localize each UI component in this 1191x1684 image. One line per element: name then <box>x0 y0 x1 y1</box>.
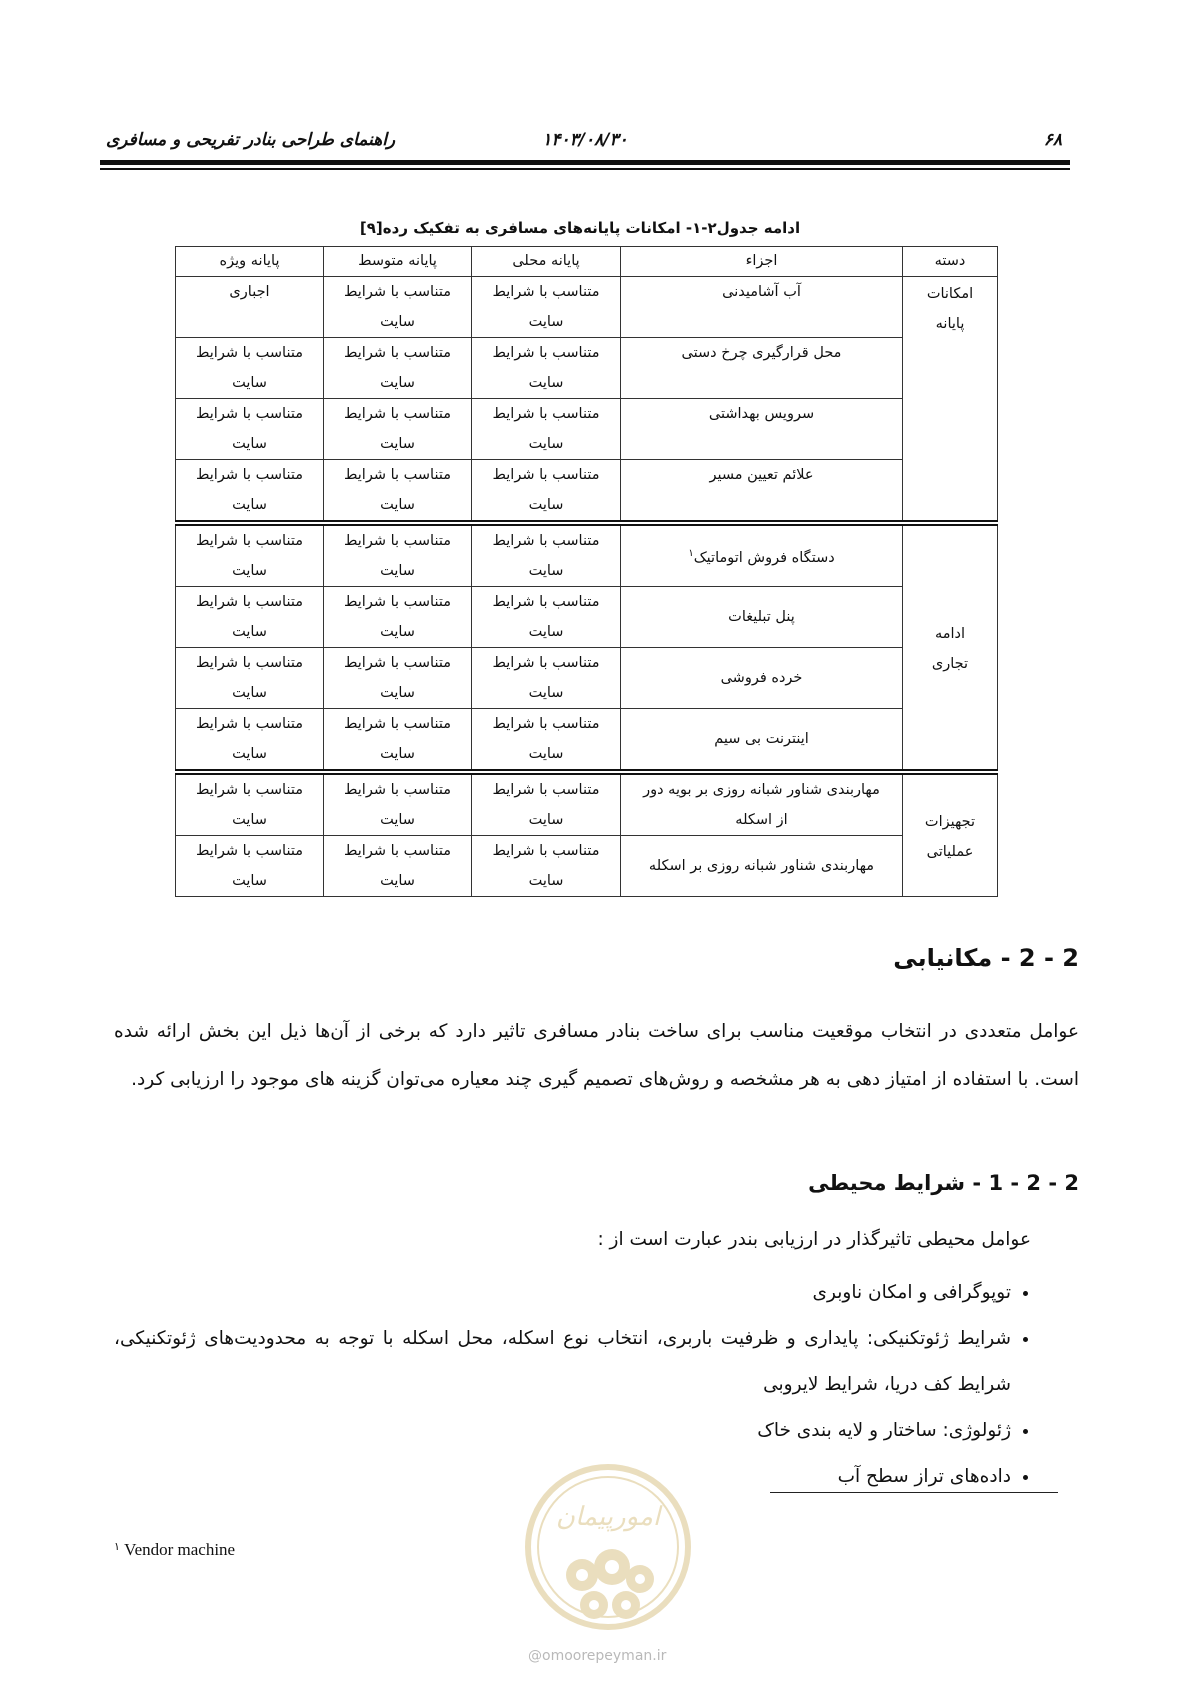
item-cell: اینترنت بی سیم <box>621 709 903 773</box>
table-row <box>176 338 998 399</box>
value-line: سایت <box>528 873 564 889</box>
value-line: سایت <box>380 873 415 889</box>
local-cell <box>472 460 621 524</box>
table-row <box>176 399 998 460</box>
value-line: اجباری <box>229 284 270 300</box>
category-line: عملیاتی <box>926 843 974 860</box>
special-cell <box>176 648 324 709</box>
item-cell: خرده فروشی <box>621 648 903 709</box>
svg-text:امورپیمان: امورپیمان <box>555 1502 661 1532</box>
item-cell: مهاربندی شناور شبانه روزی بر بویه دور از اسکله <box>621 772 903 836</box>
header-rule-thin <box>100 168 1070 170</box>
value-line: سایت <box>380 812 415 828</box>
medium-cell <box>324 523 472 587</box>
value-line: متناسب با شرایط <box>196 467 303 483</box>
value-line: متناسب با شرایط <box>344 655 451 671</box>
footnote-ref: ۱ <box>688 548 694 560</box>
value-line: متناسب با شرایط <box>492 284 600 300</box>
value-line: سایت <box>380 314 415 330</box>
value-line: متناسب با شرایط <box>344 345 451 361</box>
table-row <box>176 523 998 587</box>
footnote <box>114 1540 235 1560</box>
medium-cell <box>324 338 472 399</box>
value-line: سایت <box>232 812 267 828</box>
category-line: تجاری <box>931 655 969 672</box>
table-row <box>176 709 998 773</box>
value-line: متناسب با شرایط <box>492 716 600 732</box>
special-cell <box>176 338 324 399</box>
category-line: ادامه <box>934 625 966 642</box>
item-cell: محل قرارگیری چرخ دستی <box>621 338 903 399</box>
value-line: متناسب با شرایط <box>196 843 303 859</box>
subsection-heading: 2 - 2 - 1 - شرایط محیطی <box>808 1171 1079 1195</box>
table-row <box>176 587 998 648</box>
item-cell: پنل تبلیغات <box>621 587 903 648</box>
special-cell <box>176 399 324 460</box>
special-cell <box>176 460 324 524</box>
value-line: متناسب با شرایط <box>196 594 303 610</box>
value-line: متناسب با شرایط <box>344 782 451 798</box>
book-title: راهنمای طراحی بنادر تفریحی و مسافری <box>106 130 396 150</box>
category-cell <box>903 277 998 524</box>
value-line: سایت <box>232 685 267 701</box>
value-line: سایت <box>528 746 564 762</box>
value-line: سایت <box>380 436 415 452</box>
value-line: متناسب با شرایط <box>344 843 451 859</box>
value-line: متناسب با شرایط <box>344 467 451 483</box>
value-line: سایت <box>232 497 267 513</box>
local-cell <box>472 399 621 460</box>
medium-cell <box>324 772 472 836</box>
value-line: سایت <box>232 563 267 579</box>
list-item: • شرایط ژئوتکنیکی: پایداری و ظرفیت باربری، انتخاب نوع اسکله، محل اسکله با توجه به محدودیت‌های ژئوتکنیکی، شرایط کف دریا، شرایط لایروبی <box>114 1316 1011 1408</box>
item-cell: آب آشامیدنی <box>621 277 903 338</box>
table-row <box>176 277 998 338</box>
local-cell <box>472 338 621 399</box>
value-line: متناسب با شرایط <box>492 467 600 483</box>
value-line: سایت <box>528 685 564 701</box>
item-cell: مهاربندی شناور شبانه روزی بر اسکله <box>621 836 903 897</box>
value-line: سایت <box>232 746 267 762</box>
special-cell <box>176 709 324 773</box>
category-cell <box>903 523 998 772</box>
value-line: متناسب با شرایط <box>344 594 451 610</box>
value-line: سایت <box>380 375 415 391</box>
item-cell: سرویس بهداشتی <box>621 399 903 460</box>
medium-cell <box>324 399 472 460</box>
category-line: امکانات <box>926 286 974 302</box>
value-line: سایت <box>528 314 564 330</box>
value-line: متناسب با شرایط <box>344 716 451 732</box>
column-header: پایانه متوسط <box>324 247 472 277</box>
table-header-row <box>176 247 998 277</box>
special-cell <box>176 772 324 836</box>
category-line: تجهیزات <box>924 813 976 830</box>
value-line: متناسب با شرایط <box>492 533 600 549</box>
list-item: • توپوگرافی و امکان ناوبری <box>114 1270 1011 1316</box>
value-line: متناسب با شرایط <box>344 533 451 549</box>
value-line: سایت <box>528 497 564 513</box>
local-cell <box>472 587 621 648</box>
item-cell: علائم تعیین مسیر <box>621 460 903 524</box>
value-line: متناسب با شرایط <box>492 782 600 798</box>
local-cell <box>472 836 621 897</box>
column-header: اجزاء <box>621 247 903 277</box>
subsection-intro: عوامل محیطی تاثیرگذار در ارزیابی بندر عبارت است از : <box>597 1229 1031 1250</box>
special-cell <box>176 523 324 587</box>
local-cell <box>472 772 621 836</box>
medium-cell <box>324 709 472 773</box>
value-line: متناسب با شرایط <box>492 594 600 610</box>
value-line: متناسب با شرایط <box>196 782 303 798</box>
table-row <box>176 648 998 709</box>
value-line: سایت <box>380 563 415 579</box>
footnote-marker: ۱ <box>114 1541 120 1553</box>
value-line: سایت <box>528 812 564 828</box>
value-line: سایت <box>528 563 564 579</box>
column-header: دسته <box>903 247 998 277</box>
watermark-logo-icon <box>522 1455 694 1639</box>
table-row <box>176 460 998 524</box>
watermark-url: @omoorepeyman.ir <box>528 1648 667 1664</box>
column-header: پایانه ویژه <box>176 247 324 277</box>
value-line: سایت <box>380 497 415 513</box>
value-line: متناسب با شرایط <box>196 716 303 732</box>
local-cell <box>472 277 621 338</box>
value-line: سایت <box>528 436 564 452</box>
footnote-separator <box>770 1492 1058 1493</box>
local-cell <box>472 709 621 773</box>
list-item: • ژئولوژی: ساختار و لایه بندی خاک <box>114 1408 1011 1454</box>
page-number: ۶۸ <box>1043 130 1062 150</box>
section-heading: 2 - 2 - مکانیابی <box>893 944 1079 972</box>
item-text: دستگاه فروش اتوماتیک <box>693 549 835 566</box>
value-line: متناسب با شرایط <box>492 406 600 422</box>
list-item: • داده‌های تراز سطح آب <box>114 1454 1011 1500</box>
medium-cell <box>324 648 472 709</box>
value-line: متناسب با شرایط <box>344 284 451 300</box>
value-line: سایت <box>232 873 267 889</box>
footnote-text: Vendor machine <box>124 1540 236 1559</box>
special-cell <box>176 836 324 897</box>
section-paragraph: عوامل متعددی در انتخاب موقعیت مناسب برای ساخت بنادر مسافری تاثیر دارد که برخی از آن‌ها ذیل این بخش ارائه شده است. با استفاده از امتیاز دهی به هر مشخصه و روش‌های تصمیم گیری چند معیاره می‌توان گزینه های موجود را ارزیابی کرد. <box>114 1021 1079 1090</box>
value-line: سایت <box>380 746 415 762</box>
value-line: سایت <box>380 685 415 701</box>
table-caption: ادامه جدول۲-۱- امکانات پایانه‌های مسافری به تفکیک رده[۹] <box>359 219 801 237</box>
header-rule-thick <box>100 160 1070 165</box>
medium-cell <box>324 277 472 338</box>
special-cell <box>176 587 324 648</box>
category-cell <box>903 772 998 897</box>
column-header: پایانه محلی <box>472 247 621 277</box>
item-cell <box>621 523 903 587</box>
category-line: پایانه <box>935 316 965 332</box>
value-line: سایت <box>232 624 267 640</box>
medium-cell <box>324 587 472 648</box>
value-line: متناسب با شرایط <box>196 533 303 549</box>
local-cell <box>472 648 621 709</box>
local-cell <box>472 523 621 587</box>
header-date: ۱۴۰۳/۰۸/۳۰ <box>542 130 628 150</box>
table-row <box>176 836 998 897</box>
value-line: سایت <box>528 624 564 640</box>
value-line: سایت <box>232 436 267 452</box>
value-line: متناسب با شرایط <box>196 655 303 671</box>
value-line: سایت <box>380 624 415 640</box>
value-line: سایت <box>528 375 564 391</box>
value-line: متناسب با شرایط <box>196 345 303 361</box>
page-header <box>100 130 1070 156</box>
medium-cell <box>324 836 472 897</box>
value-line: متناسب با شرایط <box>492 655 600 671</box>
value-line: متناسب با شرایط <box>196 406 303 422</box>
table-row <box>176 772 998 836</box>
value-line: متناسب با شرایط <box>492 345 600 361</box>
special-cell <box>176 277 324 338</box>
value-line: سایت <box>232 375 267 391</box>
value-line: متناسب با شرایط <box>492 843 600 859</box>
facilities-table <box>175 246 998 897</box>
medium-cell <box>324 460 472 524</box>
value-line: متناسب با شرایط <box>344 406 451 422</box>
value-line <box>182 307 317 337</box>
